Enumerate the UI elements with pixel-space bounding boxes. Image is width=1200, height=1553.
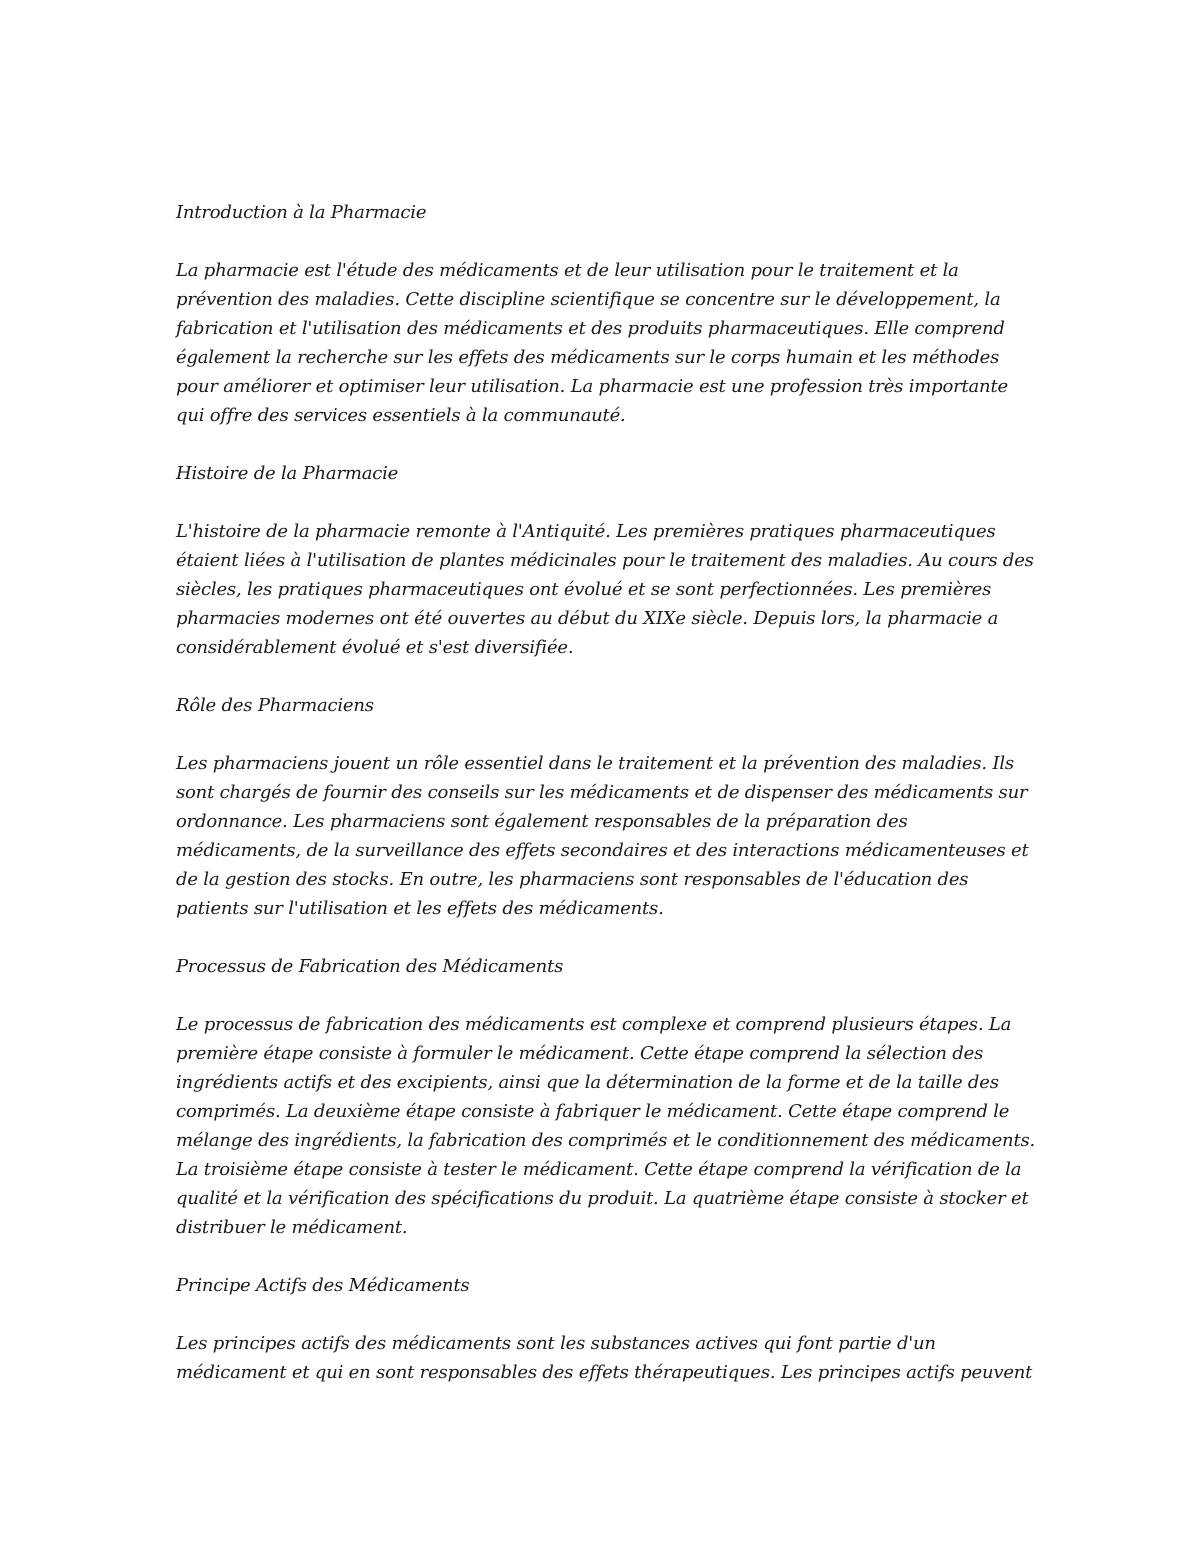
section-heading-principes: Principe Actifs des Médicaments	[176, 1275, 470, 1296]
section-paragraph-processus: Le processus de fabrication des médicaments est complexe et comprend plusieurs étapes. La première étape consiste à formuler le médicament. Cette étape comprend la sélection des ingrédients actifs et des excipients, ainsi que la détermination de la forme et de la taille des comprimés. La deuxième étape consiste à fabriquer le médicament. Cette étape comprend le mélange des ingrédients, la fabrication des comprimés et le conditionnement des médicaments. La troisième étape consiste à tester le médicament. Cette étape comprend la vérification de la qualité et la vérification des spécifications du produit. La quatrième étape consiste à stocker et distribuer le médicament.	[176, 1014, 1036, 1238]
section-heading-introduction: Introduction à la Pharmacie	[176, 202, 427, 223]
section-heading-role: Rôle des Pharmaciens	[176, 695, 374, 716]
document-content	[176, 198, 1036, 1416]
section-paragraph-introduction: La pharmacie est l'étude des médicaments et de leur utilisation pour le traitement et la prévention des maladies. Cette discipline scientifique se concentre sur le développement, la fabrication et l'utilisation des médicaments et des produits pharmaceutiques. Elle comprend également la recherche sur les effets des médicaments sur le corps humain et les méthodes pour améliorer et optimiser leur utilisation. La pharmacie est une profession très importante qui offre des services essentiels à la communauté.	[176, 260, 1008, 426]
section-paragraph-principes: Les principes actifs des médicaments sont les substances actives qui font partie d'un médicament et qui en sont responsables des effets thérapeutiques. Les principes actifs peuvent	[176, 1333, 1033, 1383]
section-heading-histoire: Histoire de la Pharmacie	[176, 463, 399, 484]
section-heading-processus: Processus de Fabrication des Médicaments	[176, 956, 564, 977]
section-paragraph-histoire: L'histoire de la pharmacie remonte à l'Antiquité. Les premières pratiques pharmaceutiques étaient liées à l'utilisation de plantes médicinales pour le traitement des maladies. Au cours des siècles, les pratiques pharmaceutiques ont évolué et se sont perfectionnées. Les premières pharmacies modernes ont été ouvertes au début du XIXe siècle. Depuis lors, la pharmacie a considérablement évolué et s'est diversifiée.	[176, 521, 1034, 658]
section-paragraph-role: Les pharmaciens jouent un rôle essentiel dans le traitement et la prévention des maladies. Ils sont chargés de fournir des conseils sur les médicaments et de dispenser des médicaments sur ordonnance. Les pharmaciens sont également responsables de la préparation des médicaments, de la surveillance des effets secondaires et des interactions médicamenteuses et de la gestion des stocks. En outre, les pharmaciens sont responsables de l'éducation des patients sur l'utilisation et les effets des médicaments.	[176, 753, 1029, 919]
